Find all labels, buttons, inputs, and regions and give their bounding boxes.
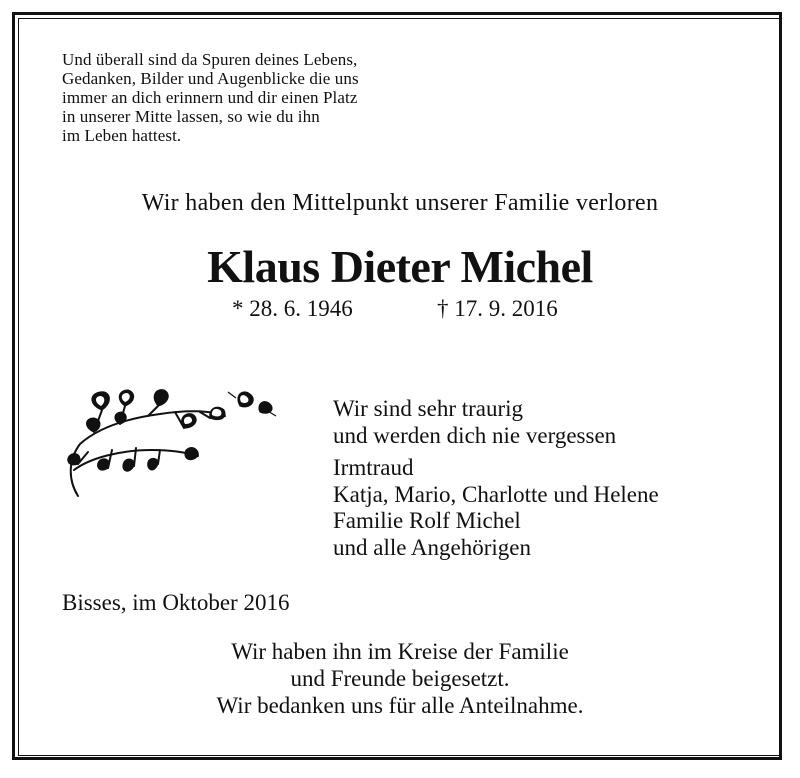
mourner-name: und alle Angehörigen <box>333 534 532 560</box>
mourner-name: Katja, Mario, Charlotte und Helene <box>333 481 659 507</box>
message-line: und werden dich nie vergessen <box>333 422 617 448</box>
place-date: Bisses, im Oktober 2016 <box>62 590 290 615</box>
closing-line: und Freunde beigesetzt. <box>290 666 510 691</box>
poem <box>62 50 359 145</box>
intro-line: Wir haben den Mittelpunkt unserer Familie verloren <box>141 190 659 216</box>
poem-line: Und überall sind da Spuren deines Lebens, <box>62 50 358 69</box>
birth-date: * 28. 6. 1946 <box>232 296 353 321</box>
poem-line: Gedanken, Bilder und Augenblicke die uns <box>62 69 359 88</box>
leaf-branch-icon <box>60 388 285 500</box>
mourners-block <box>333 396 659 561</box>
closing-line: Wir bedanken uns für alle Anteilnahme. <box>216 693 584 718</box>
poem-line: im Leben hattest. <box>62 126 182 145</box>
deceased-name: Klaus Dieter Michel <box>207 241 593 292</box>
closing-block <box>0 638 800 719</box>
closing-line: Wir haben ihn im Kreise der Familie <box>231 639 569 664</box>
poem-line: immer an dich erinnern und dir einen Platz <box>62 88 358 107</box>
message-line: Wir sind sehr traurig <box>333 396 524 421</box>
death-date: † 17. 9. 2016 <box>437 296 558 321</box>
poem-line: in unserer Mitte lassen, so wie du ihn <box>62 107 320 126</box>
mourner-name: Irmtraud <box>333 455 414 480</box>
mourner-name: Familie Rolf Michel <box>333 508 521 533</box>
